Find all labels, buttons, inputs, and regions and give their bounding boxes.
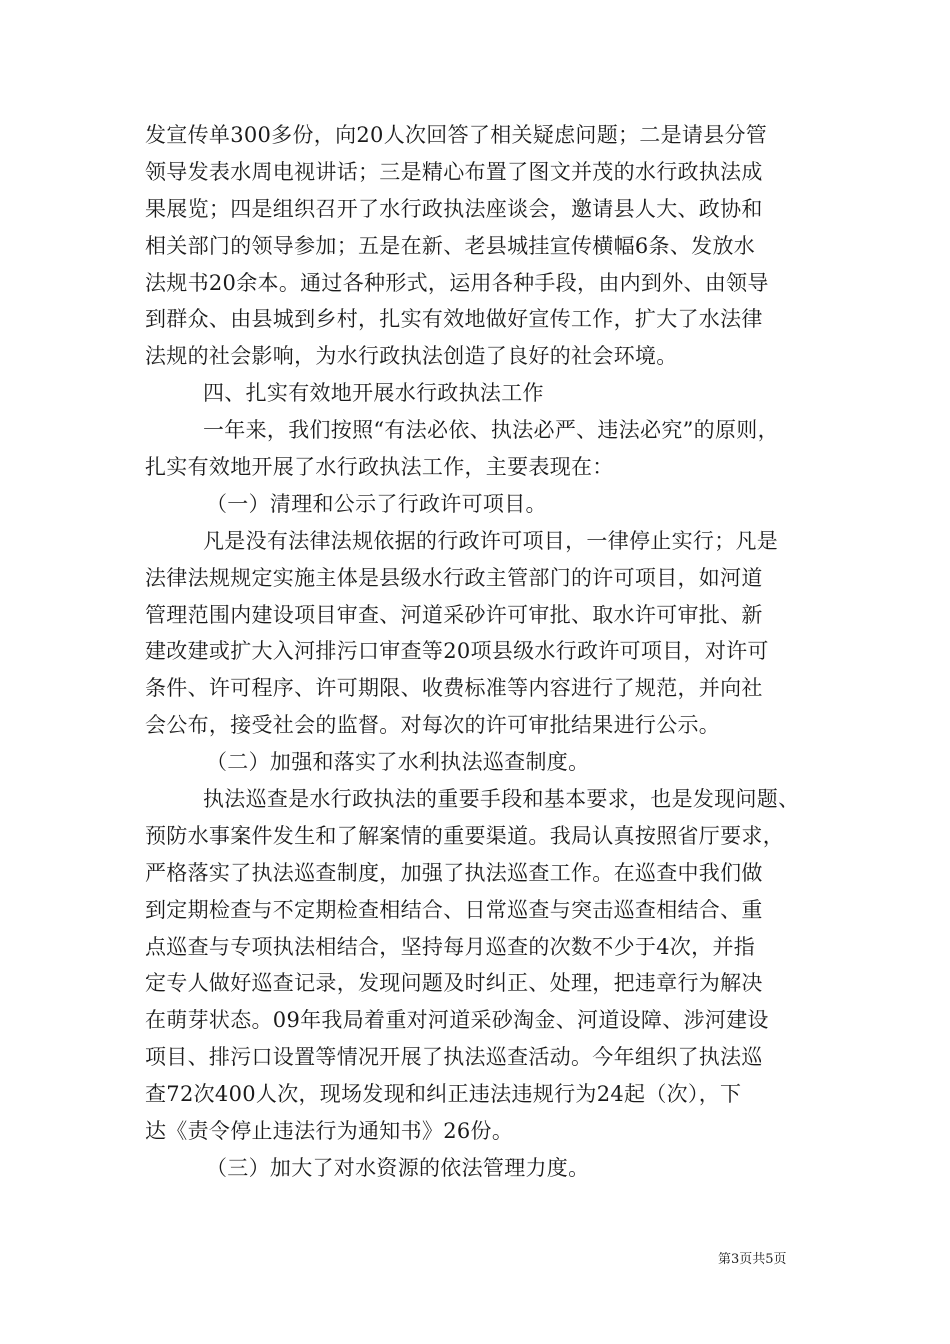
- text-line: 相关部门的领导参加；五是在新、老县城挂宣传横幅6条、发放水: [145, 233, 756, 258]
- text-line: 到群众、由县城到乡村，扎实有效地做好宣传工作，扩大了水法律: [145, 307, 763, 332]
- text-line: 执法巡查是水行政执法的重要手段和基本要求，也是发现问题、: [203, 787, 800, 812]
- text-line: 条件、许可程序、许可期限、收费标准等内容进行了规范，并向社: [145, 676, 763, 701]
- subsection-heading: [145, 1150, 810, 1187]
- text-line: 管理范围内建设项目审查、河道采砂许可审批、取水许可审批、新: [145, 602, 763, 627]
- text-line: 扎实有效地开展了水行政执法工作，主要表现在：: [145, 455, 614, 480]
- section-heading: [145, 375, 810, 412]
- text-line: 查72次400人次，现场发现和纠正违法违规行为24起（次），下: [145, 1082, 742, 1107]
- subsection-heading: [145, 486, 810, 523]
- text-line: （一）清理和公示了行政许可项目。: [206, 491, 547, 516]
- text-line: 在萌芽状态。09年我局着重对河道采砂淘金、河道设障、涉河建设: [145, 1008, 769, 1033]
- document-body: [145, 117, 810, 1187]
- text-line: 法规的社会影响，为水行政执法创造了良好的社会环境。: [145, 344, 678, 369]
- text-line: 点巡查与专项执法相结合，坚持每月巡查的次数不少于4次，并指: [145, 934, 756, 959]
- text-line: 四、扎实有效地开展水行政执法工作: [203, 381, 544, 406]
- paragraph: [145, 781, 810, 1150]
- paragraph: [145, 412, 810, 486]
- text-line: （二）加强和落实了水利执法巡查制度。: [206, 750, 590, 775]
- paragraph: [145, 523, 810, 744]
- text-line: 预防水事案件发生和了解案情的重要渠道。我局认真按照省厅要求，: [145, 823, 784, 848]
- text-line: 凡是没有法律法规依据的行政许可项目，一律停止实行；凡是: [203, 528, 779, 553]
- text-line: （三）加大了对水资源的依法管理力度。: [206, 1155, 590, 1180]
- page-number: 第3页共5页: [718, 1252, 787, 1267]
- text-line: 建改建或扩大入河排污口审查等20项县级水行政许可项目，对许可: [145, 639, 769, 664]
- text-line: 一年来，我们按照“有法必依、执法必严、违法必究”的原则，: [203, 418, 779, 443]
- text-line: 严格落实了执法巡查制度，加强了执法巡查工作。在巡查中我们做: [145, 860, 763, 885]
- text-line: 果展览；四是组织召开了水行政执法座谈会，邀请县人大、政协和: [145, 196, 763, 221]
- text-line: 会公布，接受社会的监督。对每次的许可审批结果进行公示。: [145, 713, 721, 738]
- paragraph: [145, 117, 810, 375]
- text-line: 法规书20余本。通过各种形式，运用各种手段，由内到外、由领导: [145, 270, 769, 295]
- text-line: 领导发表水周电视讲话；三是精心布置了图文并茂的水行政执法成: [145, 159, 763, 184]
- text-line: 到定期检查与不定期检查相结合、日常巡查与突击巡查相结合、重: [145, 897, 763, 922]
- text-line: 达《责令停止违法行为通知书》26份。: [145, 1119, 514, 1144]
- text-line: 发宣传单300多份，向20人次回答了相关疑虑问题；二是请县分管: [145, 123, 768, 147]
- text-line: 项目、排污口设置等情况开展了执法巡查活动。今年组织了执法巡: [145, 1045, 763, 1070]
- text-line: 定专人做好巡查记录，发现问题及时纠正、处理，把违章行为解决: [145, 971, 763, 996]
- text-line: 法律法规规定实施主体是县级水行政主管部门的许可项目，如河道: [145, 565, 763, 590]
- subsection-heading: [145, 744, 810, 781]
